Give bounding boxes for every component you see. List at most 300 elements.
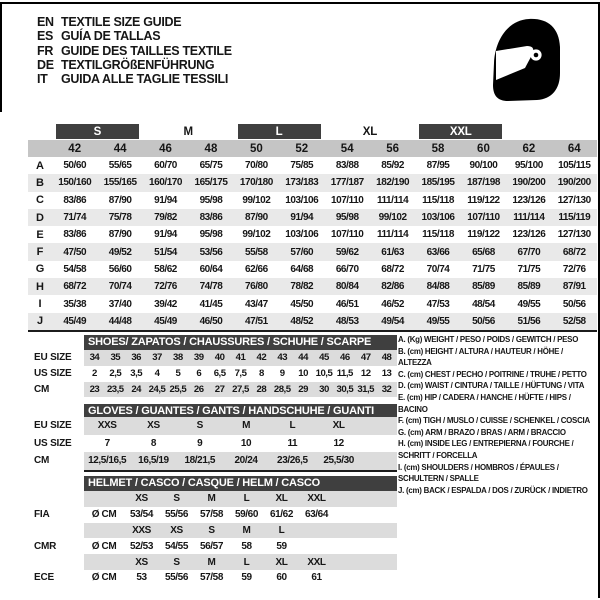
size-value: 35/38 bbox=[63, 298, 87, 310]
size-value: 79/82 bbox=[154, 212, 177, 224]
language-code: ES bbox=[37, 29, 54, 44]
shoes-value: 48 bbox=[381, 352, 392, 364]
size-value: 55/58 bbox=[244, 246, 268, 258]
helmet-values-row-fia bbox=[34, 507, 397, 523]
helmet-size-header: XXL bbox=[307, 556, 326, 568]
language-code: EN bbox=[37, 15, 54, 29]
gloves-row-label: CM bbox=[34, 455, 50, 467]
shoes-value: 5 bbox=[175, 368, 181, 380]
shoes-value: 28 bbox=[256, 383, 267, 395]
size-value: 74/78 bbox=[199, 281, 223, 293]
size-value: 51/54 bbox=[154, 246, 177, 258]
helmet-value: 57/58 bbox=[199, 572, 224, 584]
size-value: 85/89 bbox=[517, 281, 541, 293]
guide-title: GUIDA ALLE TAGLIE TESSILI bbox=[61, 72, 229, 87]
helmet-value: 60 bbox=[276, 572, 287, 584]
helmet-value: 55/56 bbox=[164, 509, 189, 521]
size-value: 59/62 bbox=[335, 246, 359, 258]
size-value: 45/49 bbox=[154, 315, 177, 327]
helmet-size-header: S bbox=[173, 493, 180, 505]
size-value: 111/114 bbox=[376, 194, 409, 206]
size-value: 95/100 bbox=[514, 160, 543, 172]
shoes-row-eu-size bbox=[34, 350, 397, 366]
size-value: 123/126 bbox=[512, 229, 546, 241]
helmet-size-header: XXL bbox=[307, 493, 326, 505]
gloves-value: L bbox=[289, 420, 296, 432]
helmet-value: 52/53 bbox=[129, 540, 154, 552]
size-value: 45/49 bbox=[63, 315, 87, 327]
size-group-xxl: XXL bbox=[419, 124, 502, 139]
shoes-row-cm bbox=[34, 382, 397, 398]
size-group-spacer bbox=[506, 124, 551, 140]
size-value: 85/92 bbox=[381, 160, 404, 172]
size-value: 150/160 bbox=[58, 177, 92, 189]
helmet-value: 56/57 bbox=[199, 540, 224, 552]
diameter-label: Ø CM bbox=[91, 509, 117, 521]
language-code: IT bbox=[37, 72, 48, 87]
size-value: 71/75 bbox=[472, 263, 495, 275]
shoes-value: 27 bbox=[214, 383, 225, 395]
size-value: 61/63 bbox=[381, 246, 404, 258]
size-value: 83/86 bbox=[199, 212, 223, 224]
size-value: 82/86 bbox=[381, 281, 404, 293]
size-value: 107/110 bbox=[330, 229, 364, 241]
shoes-value: 31,5 bbox=[357, 383, 375, 395]
gloves-value: 11 bbox=[287, 437, 298, 449]
size-value: 83/88 bbox=[335, 160, 359, 172]
legend-item: C. (cm) CHEST / PECHO / POITRINE / TRUHE / PETTO bbox=[398, 369, 587, 379]
size-value: 56/60 bbox=[108, 263, 132, 275]
legend-item: I. (cm) SHOULDERS / HOMBROS / ÉPAULES / SCHULTERN / SPALLE bbox=[398, 462, 559, 484]
size-value: 119/122 bbox=[467, 229, 500, 241]
size-group-spacer bbox=[28, 124, 52, 140]
helmet-size-header: L bbox=[243, 556, 250, 568]
size-value: 182/190 bbox=[376, 177, 410, 189]
size-value: 177/187 bbox=[330, 177, 364, 189]
size-value: 99/102 bbox=[242, 194, 271, 206]
size-value: 70/80 bbox=[244, 160, 268, 172]
helmet-size-header: M bbox=[242, 524, 251, 536]
row-letter: I bbox=[38, 298, 42, 311]
size-value: 99/102 bbox=[242, 229, 271, 241]
helmet-value: 55/56 bbox=[164, 572, 189, 584]
helmet-size-header: XXS bbox=[132, 524, 151, 536]
size-value: 48/53 bbox=[335, 315, 359, 327]
shoes-value: 24,5 bbox=[148, 383, 166, 395]
size-row-f bbox=[28, 243, 597, 260]
size-value: 91/94 bbox=[154, 194, 177, 206]
size-value: 55/65 bbox=[108, 160, 132, 172]
shoes-value: 45 bbox=[319, 352, 329, 364]
size-value: 91/94 bbox=[154, 229, 177, 241]
size-col-header: 64 bbox=[567, 142, 581, 155]
size-value: 103/106 bbox=[285, 194, 319, 206]
size-value: 60/70 bbox=[154, 160, 177, 172]
size-value: 62/66 bbox=[244, 263, 268, 275]
shoes-value: 6 bbox=[196, 368, 202, 380]
size-value: 70/74 bbox=[108, 281, 132, 293]
language-code: DE bbox=[37, 57, 54, 72]
size-value: 47/50 bbox=[63, 246, 87, 258]
row-letter: G bbox=[35, 263, 45, 276]
size-value: 103/106 bbox=[285, 229, 319, 241]
size-value: 45/50 bbox=[290, 298, 314, 310]
shoes-value: 46 bbox=[339, 352, 350, 364]
size-value: 50/56 bbox=[472, 315, 495, 327]
language-title-row bbox=[37, 72, 232, 86]
gloves-table bbox=[34, 417, 397, 470]
size-value: 127/130 bbox=[557, 229, 591, 241]
shoes-value: 38 bbox=[173, 352, 183, 364]
row-letter: B bbox=[36, 176, 44, 189]
size-col-header: 46 bbox=[159, 142, 172, 155]
size-col-header: 44 bbox=[113, 142, 127, 155]
size-value: 83/86 bbox=[63, 229, 87, 241]
size-value: 76/80 bbox=[244, 281, 268, 293]
size-value: 39/42 bbox=[154, 298, 177, 310]
size-row-a bbox=[28, 157, 597, 174]
size-value: 68/72 bbox=[63, 281, 87, 293]
size-value: 95/98 bbox=[335, 212, 359, 224]
size-value: 87/90 bbox=[108, 194, 132, 206]
helmet-sizes-row-cmr bbox=[84, 523, 397, 539]
size-value: 187/198 bbox=[466, 177, 500, 189]
shoes-value: 9 bbox=[279, 368, 285, 380]
helmet-value: 53/54 bbox=[129, 509, 154, 521]
gloves-value: 18/21,5 bbox=[184, 455, 216, 467]
gloves-value: 12 bbox=[333, 437, 344, 449]
helmet-standard-label: FIA bbox=[34, 509, 50, 521]
size-value: 68/72 bbox=[381, 263, 404, 275]
size-value: 160/170 bbox=[149, 177, 183, 189]
diameter-label: Ø CM bbox=[91, 572, 117, 584]
helmet-size-header: S bbox=[208, 524, 215, 536]
size-value: 105/115 bbox=[558, 160, 591, 172]
gloves-value: 8 bbox=[150, 437, 157, 449]
size-value: 115/118 bbox=[422, 194, 454, 206]
size-value: 49/55 bbox=[426, 315, 450, 327]
helmet-size-header: XS bbox=[135, 493, 148, 505]
helmet-value: 63/64 bbox=[304, 509, 329, 521]
shoes-value: 43 bbox=[277, 352, 288, 364]
size-value: 87/90 bbox=[108, 229, 132, 241]
helmet-standard-label: ECE bbox=[34, 572, 54, 584]
helmet-table-title: HELMET / CASCO / CASQUE / HELM / CASCO bbox=[84, 476, 397, 491]
shoes-table bbox=[34, 350, 397, 397]
textile-size-table bbox=[28, 124, 597, 330]
size-value: 67/70 bbox=[517, 246, 541, 258]
shoes-value: 3,5 bbox=[130, 368, 143, 380]
legend-item: H. (cm) INSIDE LEG / ENTREPIERNA / FOURCHE / SCHRITT / FORCELLA bbox=[398, 439, 574, 460]
size-col-header: 60 bbox=[477, 142, 490, 155]
shoes-value: 47 bbox=[360, 352, 371, 364]
shoes-value: 6,5 bbox=[213, 368, 226, 380]
shoes-row-label: US SIZE bbox=[34, 368, 72, 380]
gloves-value: S bbox=[196, 420, 203, 432]
size-value: 43/47 bbox=[244, 298, 268, 310]
gloves-value: 10 bbox=[240, 437, 252, 449]
size-group-l: L bbox=[238, 124, 321, 139]
size-value: 90/100 bbox=[469, 160, 498, 172]
size-value: 99/102 bbox=[378, 212, 407, 224]
row-letter: D bbox=[36, 211, 44, 224]
shoes-row-us-size bbox=[34, 366, 397, 382]
size-value: 115/119 bbox=[558, 212, 591, 224]
row-letter: A bbox=[36, 159, 44, 172]
diameter-label: Ø CM bbox=[91, 540, 117, 552]
shoes-value: 12 bbox=[360, 368, 371, 380]
helmet-size-header: XL bbox=[275, 556, 288, 568]
helmet-size-header bbox=[299, 523, 334, 539]
helmet-values-row-cmr bbox=[34, 538, 397, 554]
size-value: 41/45 bbox=[199, 298, 223, 310]
helmet-value bbox=[299, 538, 334, 554]
shoes-value: 24 bbox=[131, 383, 141, 395]
shoes-table-title: SHOES/ ZAPATOS / CHAUSSURES / SCHUHE / SCARPE bbox=[84, 335, 397, 350]
size-row-i bbox=[28, 295, 597, 312]
language-title-row bbox=[37, 58, 232, 72]
helmet-size-header: M bbox=[207, 493, 216, 505]
helmet-value: 58 bbox=[241, 540, 252, 552]
shoes-value: 32 bbox=[381, 383, 392, 395]
gloves-value: XXS bbox=[97, 420, 117, 432]
size-value: 95/98 bbox=[199, 229, 223, 241]
gloves-value: XS bbox=[147, 420, 160, 432]
size-value: 51/56 bbox=[517, 315, 541, 327]
legend-item: G. (cm) ARM / BRAZO / BRAS / ARM / BRACCIO bbox=[398, 427, 566, 437]
guide-title: GUÍA DE TALLAS bbox=[61, 29, 161, 44]
size-value: 91/94 bbox=[290, 212, 314, 224]
size-group-row bbox=[28, 124, 597, 140]
size-col-header: 54 bbox=[340, 142, 354, 155]
shoes-value: 10 bbox=[298, 368, 308, 380]
row-letter: F bbox=[36, 246, 44, 259]
gloves-row-eu-size bbox=[34, 417, 397, 435]
gloves-value: 25,5/30 bbox=[323, 455, 354, 467]
language-title-row bbox=[37, 44, 232, 58]
size-value: 71/75 bbox=[517, 263, 541, 275]
legend-item: B. (cm) HEIGHT / ALTURA / HAUTEUR / HÖHE / ALTEZZA bbox=[398, 346, 563, 368]
section-divider bbox=[28, 330, 597, 332]
size-value: 50/56 bbox=[562, 298, 586, 310]
size-row-e bbox=[28, 226, 597, 243]
gloves-table-title: GLOVES / GUANTES / GANTS / HANDSCHUHE / GUANTI bbox=[84, 404, 397, 419]
language-title-row bbox=[37, 29, 232, 43]
size-value: 123/126 bbox=[512, 194, 546, 206]
size-group-xl: XL bbox=[362, 126, 378, 138]
size-col-header: 48 bbox=[204, 142, 218, 155]
size-row-j bbox=[28, 313, 597, 330]
size-value: 87/91 bbox=[562, 281, 586, 293]
racing-helmet-icon bbox=[488, 16, 564, 104]
size-header-row bbox=[28, 140, 597, 157]
helmet-value: 61 bbox=[311, 572, 322, 584]
shoes-value: 2 bbox=[92, 368, 97, 380]
helmet-size-header: L bbox=[243, 493, 250, 505]
size-value: 170/180 bbox=[239, 177, 273, 189]
gloves-helmet-divider bbox=[84, 470, 397, 472]
size-col-header: 52 bbox=[295, 142, 309, 155]
size-value: 80/84 bbox=[335, 281, 359, 293]
row-letter: J bbox=[36, 315, 44, 328]
helmet-sizes-row-fia bbox=[84, 491, 397, 507]
helmet-size-header: XS bbox=[170, 524, 183, 536]
border-top bbox=[0, 2, 600, 4]
helmet-value: 59 bbox=[276, 540, 287, 552]
row-letter: E bbox=[36, 228, 44, 241]
measurement-legend bbox=[398, 334, 598, 496]
legend-item: D. (cm) WAIST / CINTURA / TAILLE / HÜFTUNG / VITA bbox=[398, 381, 585, 391]
helmet-size-header: M bbox=[207, 556, 216, 568]
size-value: 185/195 bbox=[421, 177, 455, 189]
helmet-sizes-spacer bbox=[84, 554, 124, 570]
legend-item: A. (Kg) WEIGHT / PESO / POIDS / GEWITCH / PESO bbox=[398, 335, 579, 344]
helmet-table bbox=[34, 491, 397, 586]
shoes-row-label: EU SIZE bbox=[34, 352, 72, 364]
size-value: 72/76 bbox=[154, 281, 177, 293]
size-value: 63/66 bbox=[426, 246, 450, 258]
gloves-value: M bbox=[242, 420, 250, 432]
size-value: 111/114 bbox=[513, 212, 545, 224]
size-value: 46/52 bbox=[381, 298, 404, 310]
shoes-value: 4 bbox=[154, 368, 160, 380]
size-value: 47/53 bbox=[426, 298, 450, 310]
size-value: 49/55 bbox=[517, 298, 541, 310]
gloves-value: 23/26,5 bbox=[277, 455, 308, 467]
gloves-row-us-size bbox=[34, 435, 397, 453]
size-col-header: 62 bbox=[522, 142, 536, 155]
size-value: 65/75 bbox=[199, 160, 223, 172]
size-value: 46/50 bbox=[199, 315, 223, 327]
border-left bbox=[0, 2, 2, 112]
shoes-value: 11,5 bbox=[336, 368, 353, 380]
gloves-value: 12,5/16,5 bbox=[88, 455, 127, 467]
shoes-row-label: CM bbox=[34, 383, 50, 395]
helmet-value: 54/55 bbox=[164, 540, 189, 552]
helmet-sizes-row-ece bbox=[84, 554, 397, 570]
shoes-value: 29 bbox=[298, 383, 308, 395]
size-value: 115/118 bbox=[422, 229, 454, 241]
shoes-value: 8 bbox=[258, 368, 264, 380]
gloves-value: 9 bbox=[197, 437, 203, 449]
gloves-value: XL bbox=[332, 420, 345, 432]
shoes-value: 44 bbox=[298, 352, 308, 364]
size-col-header: 50 bbox=[249, 142, 263, 155]
size-value: 75/85 bbox=[290, 160, 314, 172]
helmet-size-header: XL bbox=[275, 493, 288, 505]
size-value: 155/165 bbox=[103, 177, 137, 189]
size-value: 52/58 bbox=[562, 315, 586, 327]
size-value: 68/72 bbox=[562, 246, 586, 258]
shoes-value: 40 bbox=[214, 352, 225, 364]
size-value: 87/95 bbox=[426, 160, 450, 172]
size-value: 46/51 bbox=[335, 298, 359, 310]
size-value: 58/62 bbox=[154, 263, 177, 275]
size-col-header: 58 bbox=[431, 142, 445, 155]
shoes-value: 34 bbox=[89, 352, 100, 364]
shoes-value: 10,5 bbox=[315, 368, 333, 380]
size-value: 48/54 bbox=[472, 298, 495, 310]
shoes-value: 28,5 bbox=[273, 383, 291, 395]
size-corner-cell bbox=[28, 140, 52, 157]
language-title-row bbox=[37, 15, 232, 29]
shoes-value: 30,5 bbox=[336, 383, 354, 395]
helmet-size-header: S bbox=[173, 556, 180, 568]
size-row-h bbox=[28, 278, 597, 295]
shoes-value: 42 bbox=[256, 352, 267, 364]
size-value: 49/54 bbox=[381, 315, 404, 327]
size-row-b bbox=[28, 174, 597, 191]
legend-item: J. (cm) BACK / ESPALDA / DOS / ZURÜCK / INDIETRO bbox=[398, 485, 588, 495]
helmet-value: 53 bbox=[136, 572, 147, 584]
shoes-value: 23,5 bbox=[106, 383, 124, 395]
size-value: 72/76 bbox=[562, 263, 586, 275]
language-code: FR bbox=[37, 43, 54, 58]
size-value: 66/70 bbox=[335, 263, 359, 275]
gloves-row-cm bbox=[34, 452, 397, 470]
language-title-list bbox=[37, 15, 232, 86]
size-value: 87/90 bbox=[244, 212, 268, 224]
legend-item: F. (cm) TIGH / MUSLO / CUISSE / SCHENKEL / COSCIA bbox=[398, 416, 590, 426]
size-value: 71/74 bbox=[63, 212, 87, 224]
size-value: 53/56 bbox=[199, 246, 223, 258]
helmet-value: 57/58 bbox=[199, 509, 224, 521]
size-group-s: S bbox=[56, 124, 139, 139]
size-value: 127/130 bbox=[557, 194, 591, 206]
size-value: 107/110 bbox=[467, 212, 500, 224]
size-value: 57/60 bbox=[290, 246, 314, 258]
helmet-sizes-spacer bbox=[84, 523, 124, 539]
helmet-value: 61/62 bbox=[269, 509, 294, 521]
size-value: 65/68 bbox=[472, 246, 495, 258]
shoes-value: 25,5 bbox=[169, 383, 187, 395]
size-value: 85/89 bbox=[472, 281, 495, 293]
size-value: 47/51 bbox=[244, 315, 268, 327]
size-value: 119/122 bbox=[467, 194, 500, 206]
size-value: 165/175 bbox=[194, 177, 228, 189]
guide-title: GUIDE DES TAILLES TEXTILE bbox=[61, 43, 232, 58]
shoes-value: 37 bbox=[152, 352, 162, 364]
shoes-value: 41 bbox=[235, 352, 246, 364]
helmet-value: 59/60 bbox=[234, 509, 259, 521]
gloves-value: 20/24 bbox=[234, 455, 258, 467]
helmet-values-row-ece bbox=[34, 570, 397, 586]
size-value: 190/200 bbox=[557, 177, 591, 189]
size-col-header: 56 bbox=[386, 142, 400, 155]
shoes-value: 35 bbox=[110, 352, 121, 364]
size-value: 75/78 bbox=[108, 212, 132, 224]
helmet-standard-label: CMR bbox=[34, 540, 57, 552]
row-letter: H bbox=[36, 280, 44, 293]
size-value: 48/52 bbox=[290, 315, 314, 327]
shoes-value: 13 bbox=[381, 368, 392, 380]
shoes-value: 39 bbox=[193, 352, 204, 364]
guide-title: TEXTILE SIZE GUIDE bbox=[61, 15, 182, 29]
shoes-value: 26 bbox=[193, 383, 204, 395]
helmet-size-header: XS bbox=[135, 556, 148, 568]
size-value: 78/82 bbox=[290, 281, 314, 293]
size-row-c bbox=[28, 192, 597, 209]
size-value: 103/106 bbox=[421, 212, 455, 224]
size-value: 60/64 bbox=[199, 263, 223, 275]
size-value: 84/88 bbox=[426, 281, 450, 293]
helmet-sizes-spacer bbox=[84, 491, 124, 507]
shoes-value: 2,5 bbox=[109, 368, 122, 380]
shoes-value: 7,5 bbox=[234, 368, 247, 380]
gloves-value: 16,5/19 bbox=[138, 455, 169, 467]
size-group-m: M bbox=[183, 126, 193, 138]
size-value: 70/74 bbox=[426, 263, 450, 275]
